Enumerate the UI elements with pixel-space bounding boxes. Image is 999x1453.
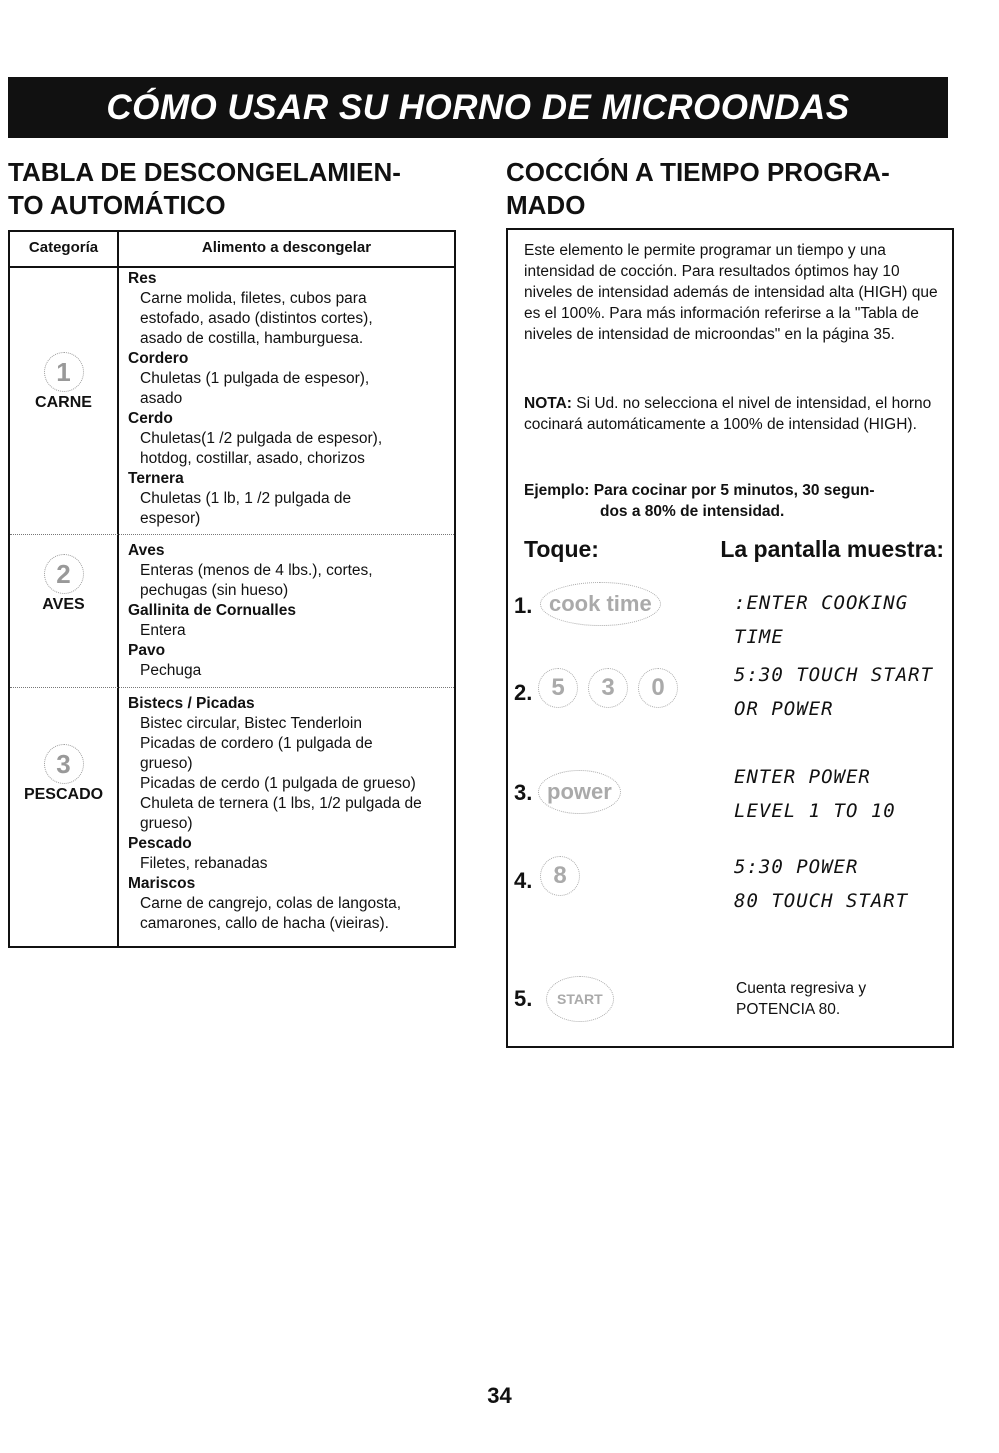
table-header [10,232,454,268]
display-line: OR POWER [734,698,834,720]
title-line: COCCIÓN A TIEMPO PROGRA- [506,157,890,187]
number-1-icon: 1 [44,352,84,392]
display-readout [734,850,908,918]
example-line: Ejemplo: Para cocinar por 5 minutos, 30 segun- [524,482,875,499]
food-detail: Pechuga [140,662,202,679]
display-readout [734,586,952,654]
category-aves [10,554,117,614]
category-name: AVES [42,596,85,613]
key-3-button[interactable]: 3 [588,668,628,708]
food-heading: Cerdo [128,410,173,427]
food-detail: Filetes, rebanadas [140,855,268,872]
display-heading: La pantalla muestra: [720,536,944,562]
power-key[interactable] [538,770,621,814]
food-detail: Entera [140,622,186,639]
header-category: Categoría [28,239,99,256]
foods-carne [128,269,454,529]
note-label: NOTA: [524,395,572,412]
title-line: TABLA DE DESCONGELAMIEN- [8,157,401,187]
category-carne [10,352,117,412]
key-0-button[interactable]: 0 [638,668,678,708]
start-key[interactable] [546,976,614,1022]
food-detail: Picadas de cerdo (1 pulgada de grueso) [140,775,416,792]
intro-text: Este elemento le permite programar un tiempo y una intensidad de cocción. Para resultados óptimos hay 10 niveles de intensidad además de intensidad alta (HIGH) que es el 100%. Para más información referirse a la "Tabla de niveles de intensidad de microondas" en la página 35. [524,242,938,343]
display-readout [734,760,896,828]
step-number: 5. [514,986,533,1011]
foods-aves [128,541,454,681]
step-number: 4. [514,868,533,893]
display-line: 80 TOUCH START [734,890,909,912]
timed-cooking-box [506,228,954,1048]
display-line: 5:30 TOUCH START [734,664,934,686]
food-detail: estofado, asado (distintos cortes), [140,310,373,327]
page-banner: CÓMO USAR SU HORNO DE MICROONDAS [8,77,948,138]
food-heading: Aves [128,542,165,559]
page-number: 34 [487,1383,512,1408]
row-divider [10,534,454,535]
note-text [524,393,942,435]
number-keys [538,668,688,708]
food-heading: Gallinita de Cornualles [128,602,296,619]
food-detail: Picadas de cordero (1 pulgada de [140,735,373,752]
timed-cooking-title [506,156,966,222]
display-line: 5:30 POWER [734,856,859,878]
food-detail: Carne molida, filetes, cubos para [140,290,367,307]
food-detail: pechugas (sin hueso) [140,582,289,599]
cook-time-icon: cook time [540,582,661,626]
power-icon: power [538,770,621,814]
display-line: POTENCIA 80. [736,1001,841,1018]
defrost-table-title [8,156,458,222]
number-2-icon: 2 [44,554,84,594]
food-detail: camarones, callo de hacha (vieiras). [140,915,389,932]
food-heading: Ternera [128,470,184,487]
example-text [524,480,942,522]
food-detail: Carne de cangrejo, colas de langosta, [140,895,402,912]
title-line: TO AUTOMÁTICO [8,190,226,220]
food-detail: Chuleta de ternera (1 lbs, 1/2 pulgada de [140,795,422,812]
header-food: Alimento a descongelar [201,239,372,256]
food-heading: Pescado [128,835,192,852]
food-detail: asado [140,390,183,407]
food-heading: Pavo [128,642,166,659]
column-divider [117,232,119,946]
food-detail: espesor) [140,510,201,527]
example-line: dos a 80% de intensidad. [600,503,785,520]
food-detail: hotdog, costillar, asado, chorizos [140,450,365,467]
step-number: 2. [514,680,533,705]
key-5-button[interactable]: 5 [538,668,578,708]
touch-heading: Toque: [524,536,599,562]
number-keys [540,856,590,896]
food-heading: Cordero [128,350,189,367]
food-heading: Res [128,270,157,287]
foods-pescado [128,694,454,934]
food-detail: grueso) [140,755,193,772]
display-readout [736,978,866,1020]
food-heading: Bistecs / Picadas [128,695,255,712]
step-number: 3. [514,780,533,805]
display-readout [734,658,933,726]
display-line: Cuenta regresiva y [736,980,867,997]
food-detail: grueso) [140,815,193,832]
food-detail: Enteras (menos de 4 lbs.), cortes, [140,562,373,579]
note-body: Si Ud. no selecciona el nivel de intensidad, el horno cocinará automáticamente a 100% de intensidad (HIGH). [524,395,932,433]
food-detail: Chuletas(1 /2 pulgada de espesor), [140,430,383,447]
food-detail: asado de costilla, hamburguesa. [140,330,364,347]
food-detail: Chuletas (1 lb, 1 /2 pulgada de [140,490,352,507]
number-3-icon: 3 [44,744,84,784]
defrost-table [8,230,456,948]
food-detail: Chuletas (1 pulgada de espesor), [140,370,370,387]
display-line: LEVEL 1 TO 10 [734,800,896,822]
food-heading: Mariscos [128,875,196,892]
display-line: ENTER POWER [734,766,871,788]
row-divider [10,687,454,688]
start-icon: START [546,976,614,1022]
title-line: MADO [506,190,586,220]
key-8-button[interactable]: 8 [540,856,580,896]
category-name: PESCADO [23,786,104,803]
cook-time-key[interactable] [540,582,661,626]
food-detail: Bistec circular, Bistec Tenderloin [140,715,362,732]
step-number: 1. [514,593,533,618]
category-pescado [10,744,117,804]
category-name: CARNE [35,394,92,411]
display-line: :ENTER COOKING TIME [734,592,909,648]
